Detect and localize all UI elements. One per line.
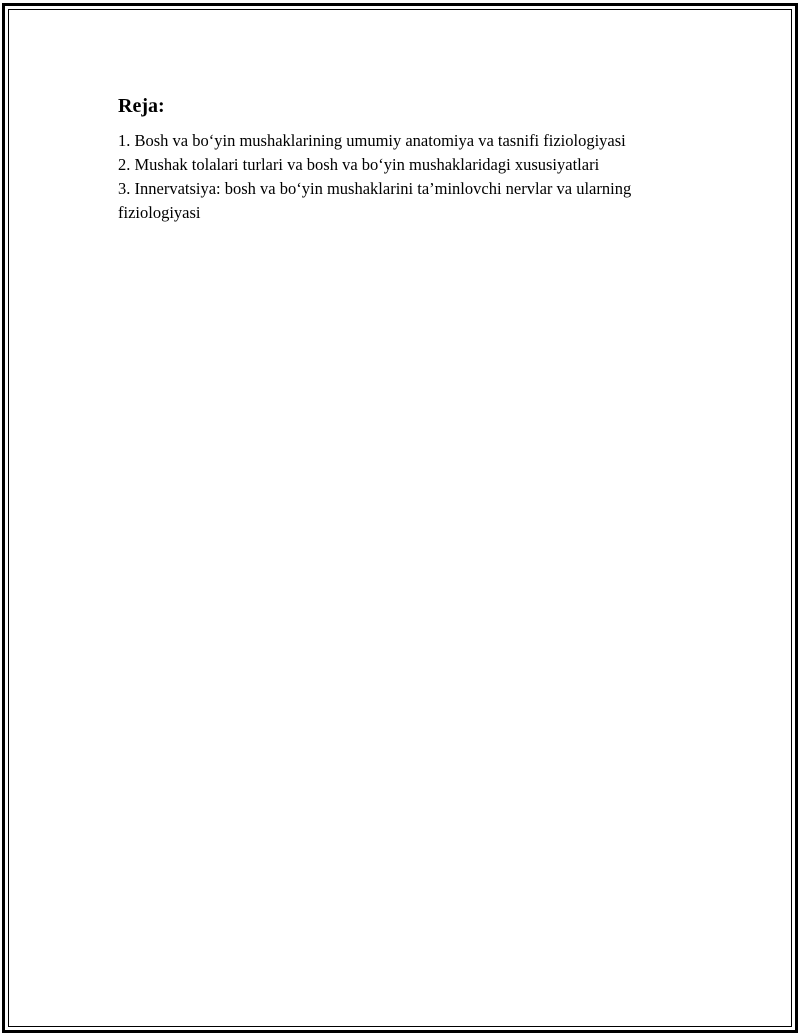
page-content	[118, 93, 718, 225]
plan-item-1: 1. Bosh va bo‘yin mushaklarining umumiy anatomiya va tasnifi fiziologiyasi	[118, 131, 626, 150]
plan-item-3: 3. Innervatsiya: bosh va bo‘yin mushaklarini ta’minlovchi nervlar va ularning fiziologiyasi	[118, 179, 632, 222]
plan-item-2: 2. Mushak tolalari turlari va bosh va bo‘yin mushaklaridagi xususiyatlari	[118, 155, 600, 174]
page-heading: Reja:	[118, 95, 165, 117]
plan-list	[118, 129, 718, 225]
